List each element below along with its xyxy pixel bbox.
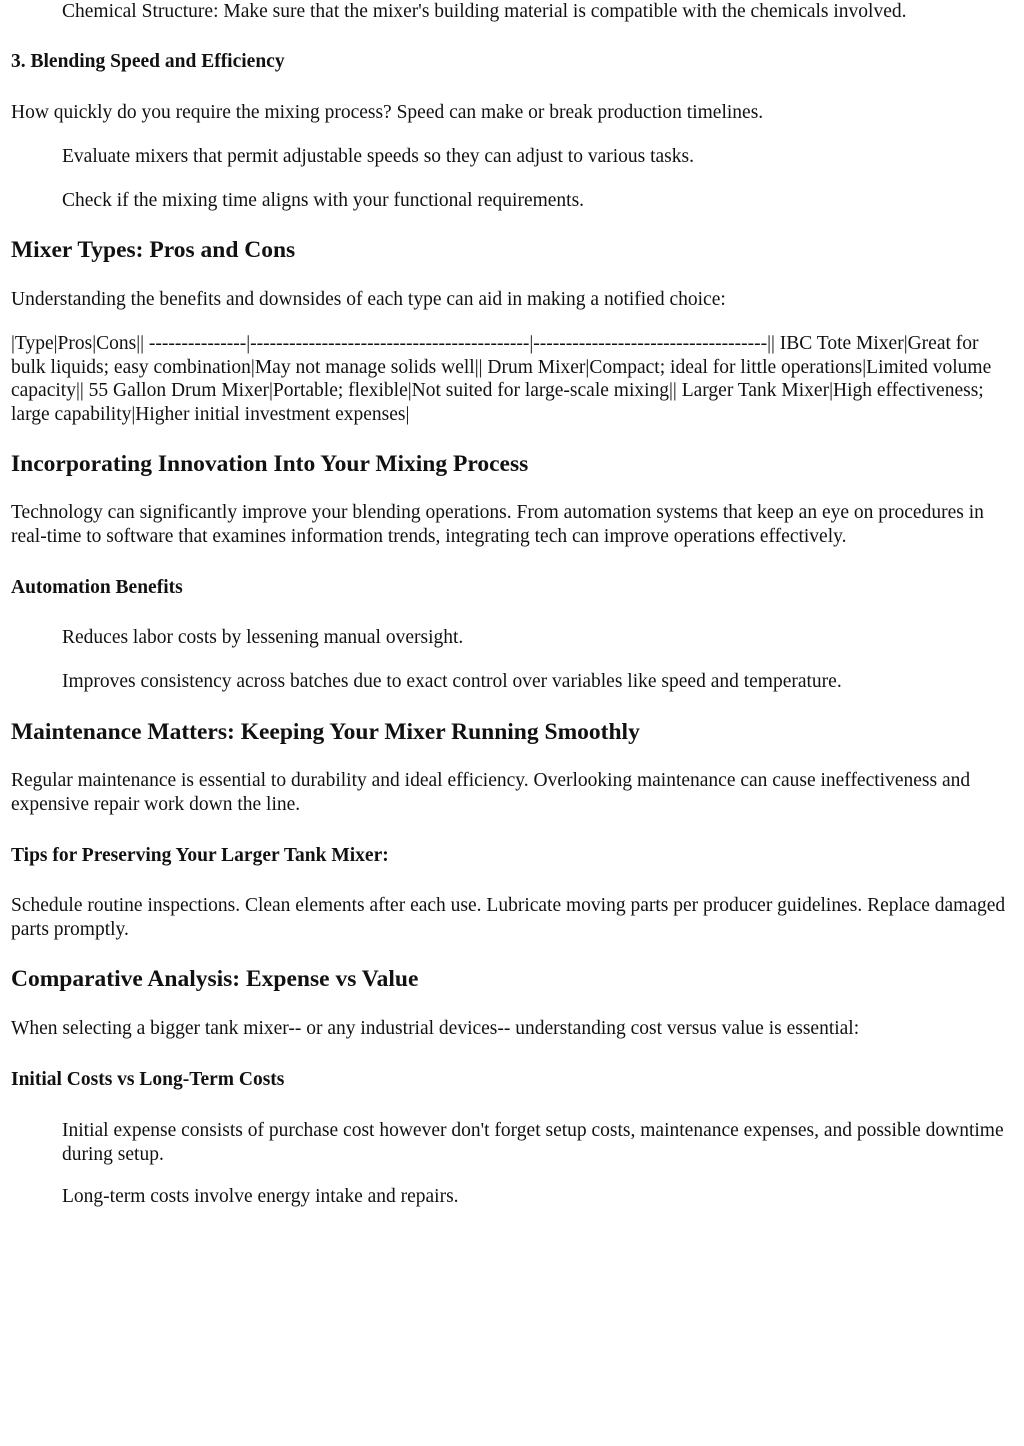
paragraph: Understanding the benefits and downsides of each type can aid in making a notified choice: — [11, 289, 726, 310]
section-heading: Initial Costs vs Long-Term Costs — [11, 1069, 285, 1090]
section-heading: Incorporating Innovation Into Your Mixing Process — [11, 451, 529, 477]
section-heading: Maintenance Matters: Keeping Your Mixer Running Smoothly — [11, 719, 640, 745]
list-item: Chemical Structure: Make sure that the mixer's building material is compatible with the chemicals involved. — [62, 1, 907, 22]
section-heading: 3. Blending Speed and Efficiency — [11, 51, 285, 72]
list-item: Initial expense consists of purchase cost however don't forget setup costs, maintenance expenses, and possible downtime during setup. — [62, 1120, 1004, 1165]
paragraph: How quickly do you require the mixing process? Speed can make or break production timelines. — [11, 102, 764, 123]
section-heading: Tips for Preserving Your Larger Tank Mixer: — [11, 845, 389, 866]
list-item: Evaluate mixers that permit adjustable speeds so they can adjust to various tasks. — [62, 146, 694, 167]
paragraph: Technology can significantly improve your blending operations. From automation systems that keep an eye on procedures in real-time to software that examines information trends, integrating tech can improve operations effectively. — [11, 502, 984, 547]
pros-cons-table-text: |Type|Pros|Cons|| ---------------|-------------------------------------------|------------------------------------|| IBC Tote Mixer|Great for bulk liquids; easy combination|May not manage solids well|| Drum Mixer|Compact; ideal for little operations|Limited volume capacity|| 55 Gallon Drum Mixer|Portable; flexible|Not suited for large-scale mixing|| Larger Tank Mixer|High effectiveness; large capability|Higher initial investment expenses| — [11, 333, 992, 425]
section-heading: Mixer Types: Pros and Cons — [11, 237, 296, 263]
list-item: Reduces labor costs by lessening manual oversight. — [62, 627, 464, 648]
section-heading: Comparative Analysis: Expense vs Value — [11, 966, 419, 992]
list-item: Improves consistency across batches due to exact control over variables like speed and temperature. — [62, 671, 842, 692]
paragraph: When selecting a bigger tank mixer-- or any industrial devices-- understanding cost versus value is essential: — [11, 1018, 860, 1039]
section-heading: Automation Benefits — [11, 577, 183, 598]
list-item: Long-term costs involve energy intake and repairs. — [62, 1186, 459, 1207]
paragraph: Regular maintenance is essential to durability and ideal efficiency. Overlooking maintenance can cause ineffectiveness and expensive repair work down the line. — [11, 770, 971, 815]
paragraph: Schedule routine inspections. Clean elements after each use. Lubricate moving parts per producer guidelines. Replace damaged parts promptly. — [11, 895, 1006, 940]
list-item: Check if the mixing time aligns with your functional requirements. — [62, 190, 585, 211]
